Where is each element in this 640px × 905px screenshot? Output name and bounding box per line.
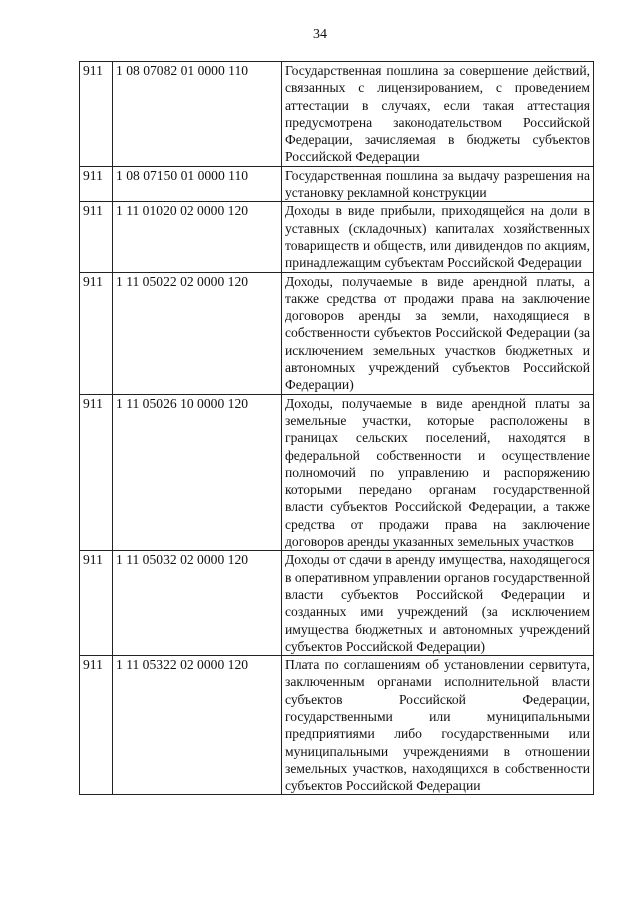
table-row <box>80 272 594 394</box>
revenue-codes-table <box>79 61 594 795</box>
budget-code-cell: 1 11 01020 02 0000 120 <box>113 202 282 272</box>
budget-code-cell: 1 08 07082 01 0000 110 <box>113 62 282 167</box>
table-row <box>80 656 594 795</box>
budget-code-cell: 1 11 05026 10 0000 120 <box>113 394 282 551</box>
admin-code-cell: 911 <box>80 62 113 167</box>
table-row <box>80 551 594 656</box>
table-row <box>80 166 594 202</box>
table-row <box>80 62 594 167</box>
page-number: 34 <box>313 27 327 42</box>
revenue-name-cell: Доходы, получаемые в виде арендной платы, а также средства от продажи права на заключение договоров аренды за земли, находящиеся в собственности субъектов Российской Федерации (за исключением земельных участков бюджетных и автономных учреждений субъектов Российской Федерации) <box>282 272 594 394</box>
budget-code-cell: 1 11 05032 02 0000 120 <box>113 551 282 656</box>
budget-code-cell: 1 08 07150 01 0000 110 <box>113 166 282 202</box>
revenue-name-cell: Доходы от сдачи в аренду имущества, находящегося в оперативном управлении органов государственной власти субъектов Российской Федерации и созданных ими учреждений (за исключением имущества бюджетных и автономных учреждений субъектов Российской Федерации) <box>282 551 594 656</box>
revenue-name-cell: Государственная пошлина за совершение действий, связанных с лицензированием, с проведением аттестации в случаях, если такая аттестация предусмотрена законодательством Российской Федерации, зачисляемая в бюджеты субъектов Российской Федерации <box>282 62 594 167</box>
table-row <box>80 202 594 272</box>
table-row <box>80 394 594 551</box>
revenue-name-cell: Плата по соглашениям об установлении сервитута, заключенным органами исполнительной власти субъектов Российской Федерации, государственными или муниципальными предприятиями либо государственными или муниципальными учреждениями в отношении земельных участков, находящихся в собственности субъектов Российской Федерации <box>282 656 594 795</box>
budget-code-cell: 1 11 05322 02 0000 120 <box>113 656 282 795</box>
admin-code-cell: 911 <box>80 272 113 394</box>
admin-code-cell: 911 <box>80 166 113 202</box>
revenue-name-cell: Доходы в виде прибыли, приходящейся на доли в уставных (складочных) капиталах хозяйственных товариществ и обществ, или дивидендов по акциям, принадлежащим субъектам Российской Федерации <box>282 202 594 272</box>
admin-code-cell: 911 <box>80 551 113 656</box>
admin-code-cell: 911 <box>80 656 113 795</box>
budget-code-cell: 1 11 05022 02 0000 120 <box>113 272 282 394</box>
admin-code-cell: 911 <box>80 394 113 551</box>
admin-code-cell: 911 <box>80 202 113 272</box>
revenue-name-cell: Государственная пошлина за выдачу разрешения на установку рекламной конструкции <box>282 166 594 202</box>
revenue-name-cell: Доходы, получаемые в виде арендной платы за земельные участки, которые расположены в границах сельских поселений, находятся в федеральной собственности и осуществление полномочий по управлению и распоряжению которыми передано органам государственной власти субъектов Российской Федерации, а также средства от продажи права на заключение договоров аренды указанных земельных участков <box>282 394 594 551</box>
